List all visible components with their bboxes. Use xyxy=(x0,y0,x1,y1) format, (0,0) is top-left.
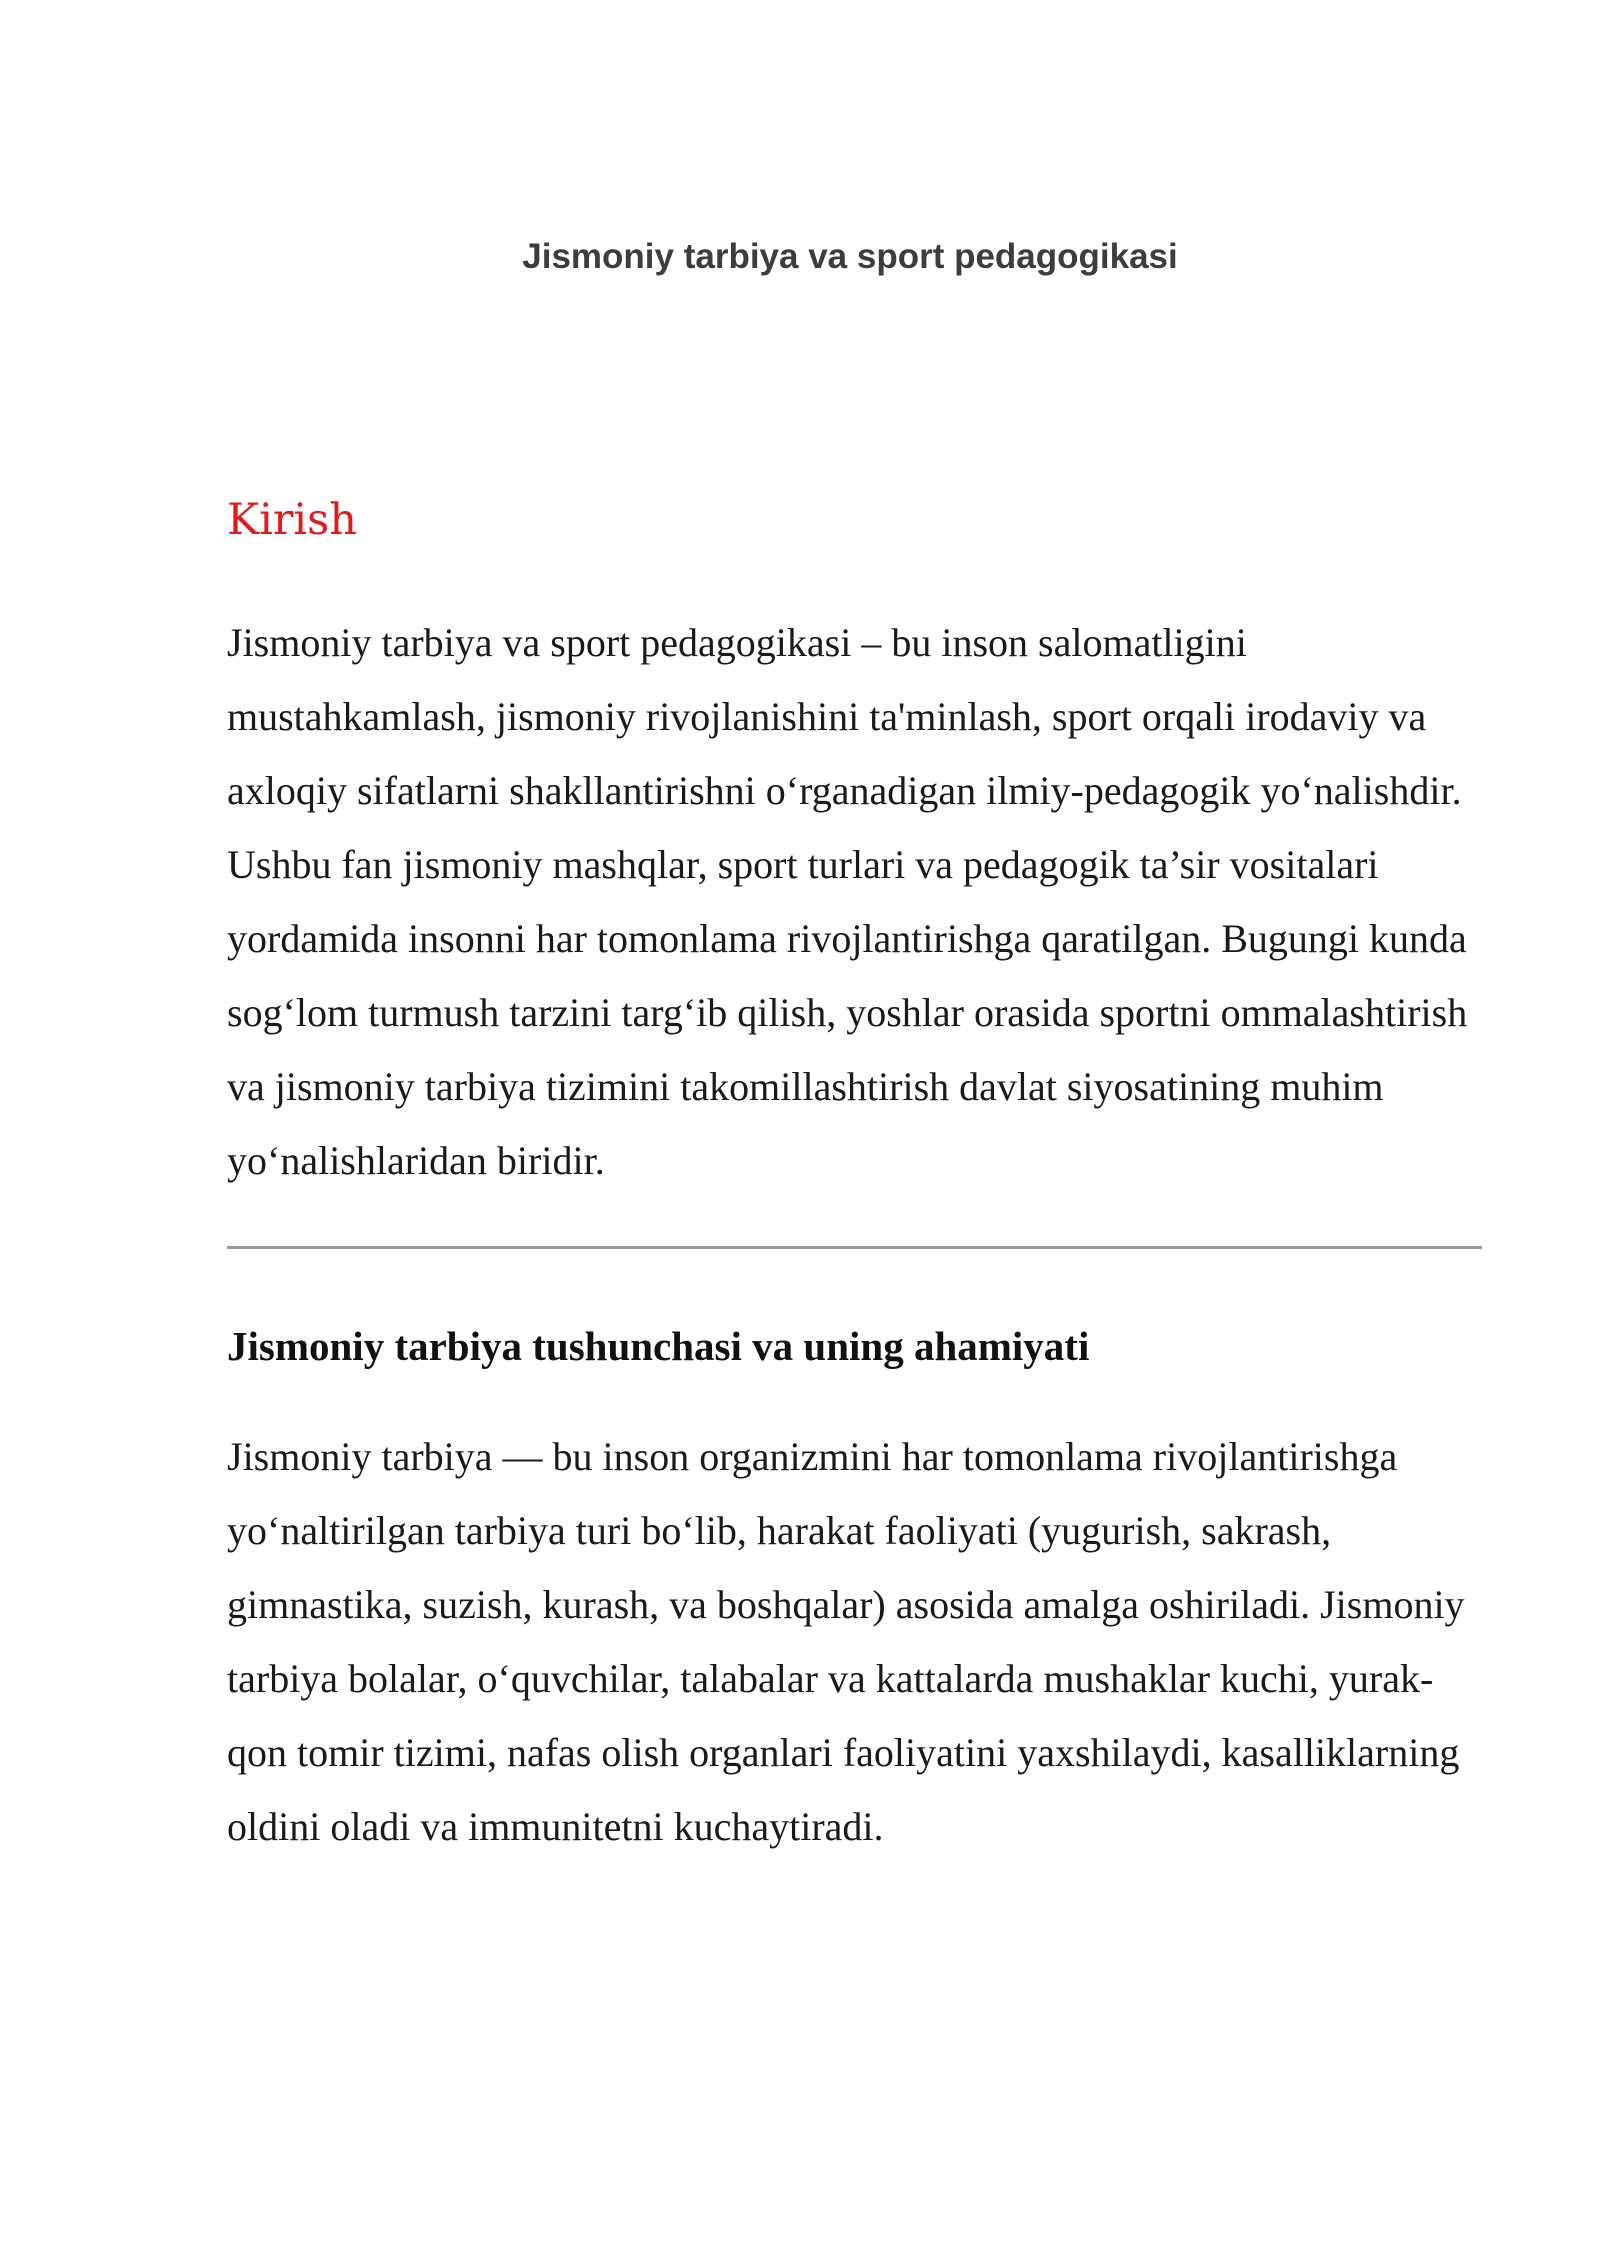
intro-paragraph: Jismoniy tarbiya va sport pedagogikasi – bu inson salomatligini mustahkamlash, jismoniy rivojlanishini ta'minlash, sport orqali irodaviy va axloqiy sifatlarni shakllantirishni o‘rganadigan ilmiy-pedagogik yo‘nalishdir. Ushbu fan jismoniy mashqlar, sport turlari va pedagogik ta’sir vositalari yordamida insonni har tomonlama rivojlantirishga qaratilgan. Bugungi kunda sog‘lom turmush tarzini targ‘ib qilish, yoshlar orasida sportni ommalashtirish va jismoniy tarbiya tizimini takomillashtirish davlat siyosatining muhim yo‘nalishlaridan biridir. xyxy=(227,620,1468,1183)
document-title: Jismoniy tarbiya va sport pedagogikasi xyxy=(522,237,1178,276)
physical-education-paragraph: Jismoniy tarbiya — bu inson organizmini har tomonlama rivojlantirishga yo‘naltirilgan tarbiya turi bo‘lib, harakat faoliyati (yugurish, sakrash, gimnastika, suzish, kurash, va boshqalar) asosida amalga oshiriladi. Jismoniy tarbiya bolalar, o‘quvchilar, talabalar va kattalarda mushaklar kuchi, yurak-qon tomir tizimi, nafas olish organlari faoliyatini yaxshilaydi, kasalliklarning oldini oladi va immunitetni kuchaytiradi. xyxy=(227,1434,1465,1849)
section-heading-intro: Kirish xyxy=(227,495,357,545)
section-heading-physical-education: Jismoniy tarbiya tushunchasi va uning ahamiyati xyxy=(227,1323,1090,1369)
section-divider xyxy=(227,1246,1482,1249)
